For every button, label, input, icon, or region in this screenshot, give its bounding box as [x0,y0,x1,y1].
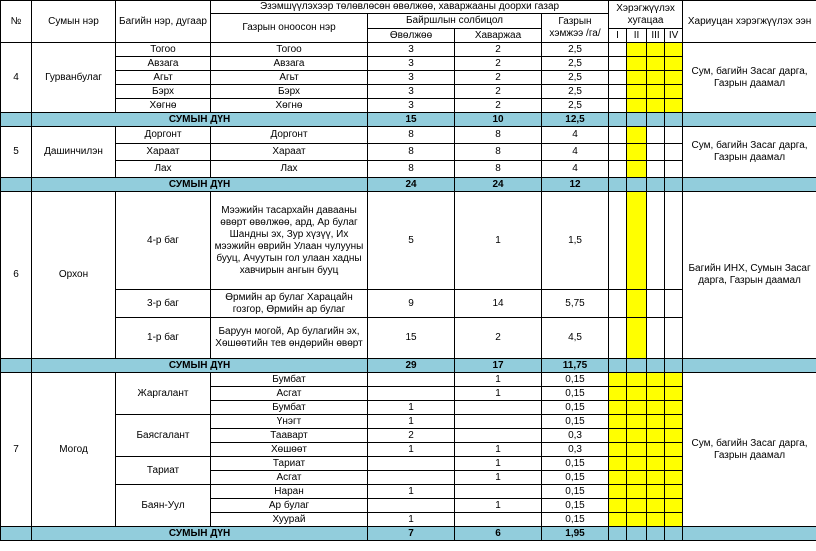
winter-count: 3 [368,85,455,99]
place-name: Агьт [211,71,368,85]
header-no: № [1,1,32,43]
place-name: Бумбат [211,373,368,387]
q2-cell-highlighted [627,499,647,513]
bag-name: 1-р баг [116,318,211,359]
winter-count: 2 [368,429,455,443]
place-name: Бэрх [211,85,368,99]
bag-name: 4-р баг [116,192,211,290]
spring-count: 2 [455,99,542,113]
area-value: 2,5 [542,99,609,113]
place-name: Хөшөөт [211,443,368,457]
q2-cell-highlighted [627,290,647,318]
soum-no: 5 [1,127,32,178]
header-count: Байршлын солбицол [368,14,542,29]
spring-count: 1 [455,471,542,485]
q4-cell-highlighted [665,415,683,429]
area-value: 0,3 [542,429,609,443]
winter-count [368,471,455,485]
bag-name: Баясгалант [116,415,211,457]
q1-cell [609,161,627,178]
total-label: СУМЫН ДҮН [32,113,368,127]
header-q4: IV [665,29,683,43]
winter-count: 8 [368,127,455,144]
total-spring: 10 [455,113,542,127]
q1-cell-highlighted [609,499,627,513]
q3-cell-highlighted [647,457,665,471]
header-deadline: Хэрэгжүүлэх хугацаа [609,1,683,29]
area-value: 5,75 [542,290,609,318]
area-value: 1,5 [542,192,609,290]
header-bag: Багийн нэр, дугаар [116,1,211,43]
winter-count: 3 [368,99,455,113]
winter-count: 5 [368,192,455,290]
spring-count: 2 [455,43,542,57]
place-name: Лах [211,161,368,178]
header-q2: II [627,29,647,43]
bag-name: Агьт [116,71,211,85]
q3-cell [647,144,665,161]
bag-name: Доргонт [116,127,211,144]
q1-cell [609,85,627,99]
q4-cell [665,144,683,161]
spring-count: 8 [455,127,542,144]
spring-count [455,401,542,415]
q1-cell [609,57,627,71]
spring-count: 2 [455,85,542,99]
header-q1: I [609,29,627,43]
q4-cell-highlighted [665,513,683,527]
soum-name: Гурванбулаг [32,43,116,113]
q3-cell-highlighted [647,471,665,485]
soum-total-row [1,527,816,541]
bag-name: Хөгнө [116,99,211,113]
winter-count: 3 [368,71,455,85]
soum-total-row [1,359,816,373]
area-value: 4,5 [542,318,609,359]
area-value: 0,3 [542,443,609,457]
q3-cell-highlighted [647,513,665,527]
q1-cell-highlighted [609,485,627,499]
area-value: 2,5 [542,57,609,71]
spring-count: 1 [455,387,542,401]
header-winter: Өвөлжөө [368,29,455,43]
area-value: 0,15 [542,401,609,415]
bag-name: Жаргалант [116,373,211,415]
q1-cell [609,99,627,113]
area-value: 0,15 [542,373,609,387]
area-value: 4 [542,144,609,161]
winter-count: 1 [368,401,455,415]
q3-cell-highlighted [647,43,665,57]
total-spring: 17 [455,359,542,373]
winter-count [368,387,455,401]
area-value: 4 [542,161,609,178]
q3-cell-highlighted [647,373,665,387]
spring-count: 8 [455,144,542,161]
area-value: 0,15 [542,499,609,513]
spring-count: 2 [455,71,542,85]
q4-cell [665,161,683,178]
q4-cell-highlighted [665,429,683,443]
q3-cell-highlighted [647,71,665,85]
total-label: СУМЫН ДҮН [32,178,368,192]
area-value: 0,15 [542,457,609,471]
winter-count: 1 [368,443,455,457]
responsible: Сум, багийн Засаг дарга, Газрын даамал [683,373,816,527]
place-name: Тариат [211,457,368,471]
q4-cell-highlighted [665,43,683,57]
header-place: Газрын оноосон нэр [211,14,368,43]
total-winter: 7 [368,527,455,541]
area-value: 0,15 [542,415,609,429]
place-name: Наран [211,485,368,499]
total-winter: 24 [368,178,455,192]
place-name: Доргонт [211,127,368,144]
winter-count: 3 [368,57,455,71]
q2-cell-highlighted [627,318,647,359]
place-name: Хөгнө [211,99,368,113]
q2-cell-highlighted [627,57,647,71]
place-name: Тогоо [211,43,368,57]
q4-cell-highlighted [665,471,683,485]
bag-name: Хараат [116,144,211,161]
winter-count: 15 [368,318,455,359]
q3-cell-highlighted [647,99,665,113]
spring-count: 8 [455,161,542,178]
q3-cell-highlighted [647,57,665,71]
spring-count: 2 [455,57,542,71]
q4-cell-highlighted [665,499,683,513]
q1-cell-highlighted [609,443,627,457]
spring-count: 1 [455,192,542,290]
total-spring: 24 [455,178,542,192]
area-value: 4 [542,127,609,144]
spring-count: 2 [455,318,542,359]
q1-cell-highlighted [609,387,627,401]
total-area: 12,5 [542,113,609,127]
q3-cell-highlighted [647,485,665,499]
q3-cell-highlighted [647,499,665,513]
soum-name: Дашинчилэн [32,127,116,178]
q1-cell [609,318,627,359]
spring-count [455,513,542,527]
q1-cell-highlighted [609,415,627,429]
place-name: Бумбат [211,401,368,415]
bag-name: Тогоо [116,43,211,57]
q1-cell-highlighted [609,429,627,443]
q2-cell-highlighted [627,387,647,401]
bag-name: 3-р баг [116,290,211,318]
bag-name: Баян-Уул [116,485,211,527]
soum-total-row [1,178,816,192]
q4-cell-highlighted [665,457,683,471]
q2-cell-highlighted [627,415,647,429]
q3-cell [647,161,665,178]
bag-name: Авзага [116,57,211,71]
q4-cell-highlighted [665,99,683,113]
soum-name: Могод [32,373,116,527]
soum-no: 7 [1,373,32,527]
place-name: Авзага [211,57,368,71]
winter-count: 1 [368,415,455,429]
bag-name: Лах [116,161,211,178]
place-name: Тааварт [211,429,368,443]
responsible: Сум, багийн Засаг дарга, Газрын даамал [683,127,816,178]
q1-cell [609,144,627,161]
area-value: 0,15 [542,471,609,485]
q3-cell-highlighted [647,443,665,457]
area-value: 0,15 [542,387,609,401]
q3-cell [647,318,665,359]
q2-cell-highlighted [627,43,647,57]
place-name: Асгат [211,471,368,485]
q2-cell-highlighted [627,443,647,457]
total-label: СУМЫН ДҮН [32,527,368,541]
area-value: 0,15 [542,513,609,527]
q4-cell-highlighted [665,485,683,499]
spring-count: 14 [455,290,542,318]
place-name: Хуурай [211,513,368,527]
total-spring: 6 [455,527,542,541]
q2-cell-highlighted [627,99,647,113]
q1-cell [609,192,627,290]
q3-cell-highlighted [647,401,665,415]
q2-cell-highlighted [627,144,647,161]
q2-cell-highlighted [627,127,647,144]
q4-cell [665,318,683,359]
q2-cell-highlighted [627,373,647,387]
q1-cell-highlighted [609,471,627,485]
winter-count: 1 [368,513,455,527]
winter-count: 9 [368,290,455,318]
q3-cell [647,192,665,290]
q1-cell [609,43,627,57]
q1-cell [609,127,627,144]
bag-name: Бэрх [116,85,211,99]
place-name: Ар булаг [211,499,368,513]
responsible: Багийн ИНХ, Сумын Засаг дарга, Газрын даамал [683,192,816,359]
winter-count [368,373,455,387]
spring-count: 1 [455,443,542,457]
place-name: Асгат [211,387,368,401]
winter-count: 8 [368,144,455,161]
q4-cell-highlighted [665,373,683,387]
q2-cell-highlighted [627,513,647,527]
spring-count [455,415,542,429]
q4-cell-highlighted [665,71,683,85]
spring-count: 1 [455,457,542,471]
q2-cell-highlighted [627,471,647,485]
header-responsible: Хариуцан хэрэгжүүлэх ээн [683,1,816,43]
total-winter: 15 [368,113,455,127]
header-soum: Сумын нэр [32,1,116,43]
total-area: 12 [542,178,609,192]
q1-cell [609,290,627,318]
q3-cell-highlighted [647,429,665,443]
q4-cell-highlighted [665,443,683,457]
q2-cell-highlighted [627,401,647,415]
q4-cell-highlighted [665,401,683,415]
header-main: Эзэмшүүлэхээр төлөвлөсөн өвөлжөө, хаваржааны доорхи газар [211,1,609,14]
winter-count [368,457,455,471]
total-area: 11,75 [542,359,609,373]
q1-cell-highlighted [609,373,627,387]
area-value: 0,15 [542,485,609,499]
q2-cell-highlighted [627,485,647,499]
total-label: СУМЫН ДҮН [32,359,368,373]
q4-cell-highlighted [665,387,683,401]
q3-cell [647,290,665,318]
header-q3: III [647,29,665,43]
header-spring: Хаваржаа [455,29,542,43]
spring-count [455,429,542,443]
soum-no: 4 [1,43,32,113]
q2-cell-highlighted [627,71,647,85]
q1-cell-highlighted [609,513,627,527]
q4-cell [665,127,683,144]
place-name: Үнэгт [211,415,368,429]
q1-cell-highlighted [609,457,627,471]
spring-count [455,485,542,499]
place-name: Мээжийн тасархайн давааны өвөрт өвөлжөө, ард, Ар булаг Шандны эх, Зур хүзүү, Их мээжийн өврийн Улаан чулууны бууц, Ачуутын гол улаан хадны хавчирын ангын бууц [211,192,368,290]
place-name: Хараат [211,144,368,161]
total-area: 1,95 [542,527,609,541]
q2-cell-highlighted [627,457,647,471]
winter-count [368,499,455,513]
winter-count: 8 [368,161,455,178]
q3-cell-highlighted [647,387,665,401]
soum-no: 6 [1,192,32,359]
header-area: Газрын хэмжээ /га/ [542,14,609,43]
q2-cell-highlighted [627,161,647,178]
q3-cell-highlighted [647,85,665,99]
area-value: 2,5 [542,43,609,57]
winter-count: 1 [368,485,455,499]
q4-cell-highlighted [665,85,683,99]
responsible: Сум, багийн Засаг дарга, Газрын даамал [683,43,816,113]
q4-cell [665,290,683,318]
place-name: Баруун могой, Ар булагийн эх, Хөшөөтийн тев өндөрийн өвөрт [211,318,368,359]
bag-name: Тариат [116,457,211,485]
place-name: Өрмийн ар булаг Харацайн гозгор, Өрмийн ар булаг [211,290,368,318]
q4-cell [665,192,683,290]
q2-cell-highlighted [627,85,647,99]
q3-cell-highlighted [647,415,665,429]
q2-cell-highlighted [627,192,647,290]
spring-count: 1 [455,373,542,387]
winter-count: 3 [368,43,455,57]
q1-cell-highlighted [609,401,627,415]
q4-cell-highlighted [665,57,683,71]
soum-total-row [1,113,816,127]
q3-cell [647,127,665,144]
total-winter: 29 [368,359,455,373]
spring-count: 1 [455,499,542,513]
soum-name: Орхон [32,192,116,359]
q2-cell-highlighted [627,429,647,443]
area-value: 2,5 [542,71,609,85]
area-value: 2,5 [542,85,609,99]
q1-cell [609,71,627,85]
